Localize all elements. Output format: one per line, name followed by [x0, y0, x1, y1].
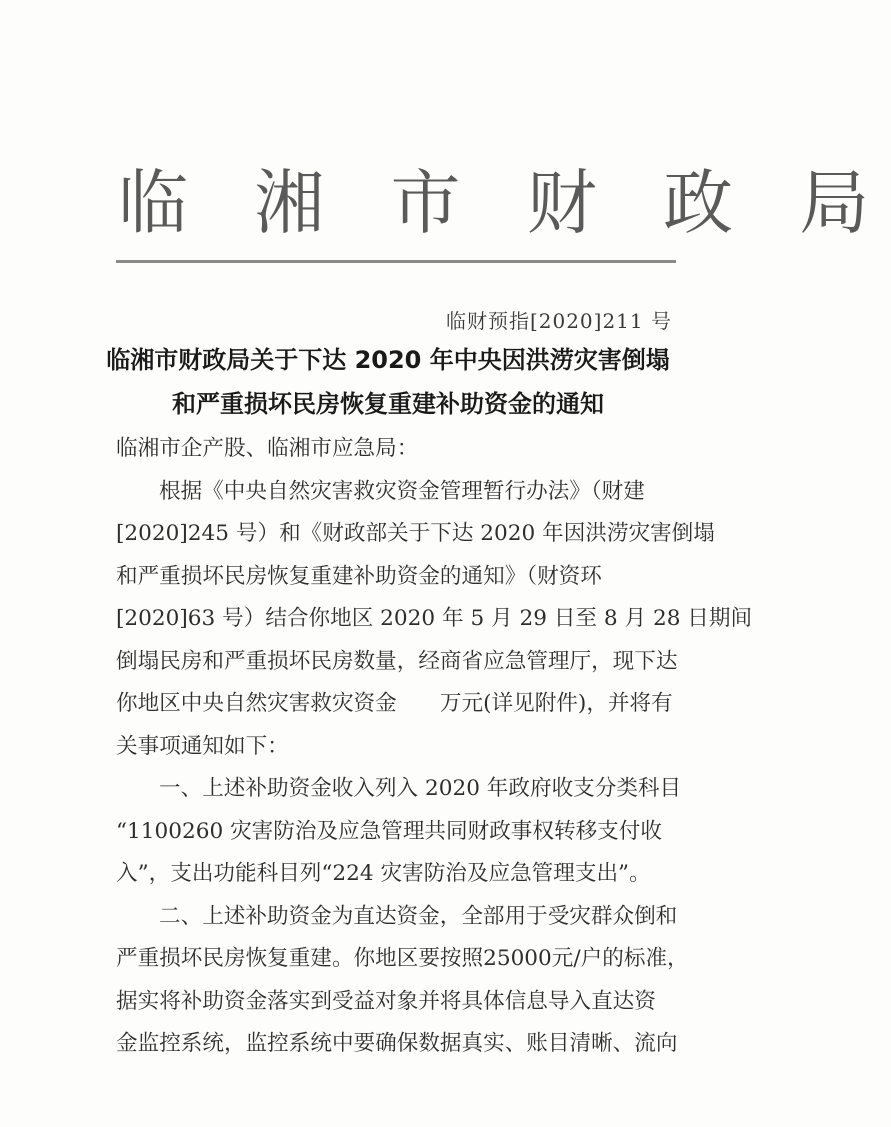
paragraph-item-2: [116, 896, 689, 1066]
agency-letterhead: 临 湘 市 财 政 局: [118, 162, 891, 244]
paragraph-line: 根据《中央自然灾害救灾资金管理暂行办法》（财建: [159, 478, 645, 504]
document-title: [100, 338, 676, 426]
paragraph-line: 入”，支出功能科目列“224 灾害防治及应急管理支出”。: [116, 861, 651, 886]
paragraph-line: 关事项通知如下：: [116, 733, 289, 759]
paragraph-line: 金监控系统，监控系统中要确保数据真实、账目清晰、流向: [116, 1031, 678, 1056]
addressee: 临湘市企产股、临湘市应急局：: [116, 436, 419, 461]
paragraph-line: 一、上述补助资金收入列入 2020 年政府收支分类科目: [159, 776, 682, 801]
paragraph-item-1: [116, 768, 682, 896]
document-number: 临财预指[2020]211 号: [445, 309, 672, 333]
paragraph-line: [2020]63 号）结合你地区 2020 年 5 月 29 日至 8 月 28 日期间: [116, 606, 753, 631]
paragraph-line: 二、上述补助资金为直达资金，全部用于受灾群众倒和: [159, 903, 678, 929]
letterhead-divider: [116, 260, 676, 263]
paragraph-line: 严重损坏民房恢复重建。你地区要按照25000元/户的标准，: [116, 946, 689, 971]
paragraph-line: [2020]245 号）和《财政部关于下达 2020 年因洪涝灾害倒塌: [116, 521, 715, 546]
paragraph-line: “1100260 灾害防治及应急管理共同财政事权转移支付收: [116, 818, 662, 844]
paragraph-line: 倒塌民房和严重损坏民房数量，经商省应急管理厅，现下达: [116, 648, 678, 674]
title-line-1: 临湘市财政局关于下达 2020 年中央因洪涝灾害倒塌: [106, 346, 670, 374]
paragraph-line: 和严重损坏民房恢复重建补助资金的通知》（财资环: [116, 563, 602, 589]
paragraph-line: 据实将补助资金落实到受益对象并将具体信息导入直达资: [116, 988, 656, 1014]
title-line-2: 和严重损坏民房恢复重建补助资金的通知: [172, 390, 604, 418]
paragraph-line: 你地区中央自然灾害救灾资金 万元(详见附件)，并将有: [116, 691, 673, 716]
document-body: [116, 428, 753, 1066]
paragraph-basis: [116, 471, 753, 769]
